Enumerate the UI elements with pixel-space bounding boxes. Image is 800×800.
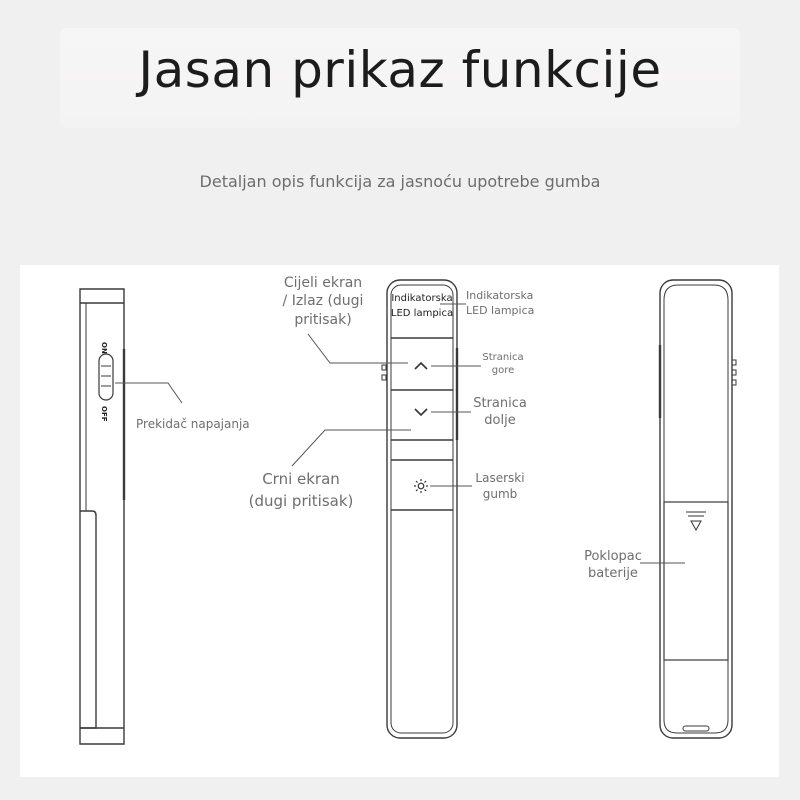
indicator-inner-line2: LED lampica [390,308,454,319]
back-body-outline [660,280,732,738]
page-up-label-line2: gore [491,365,515,376]
chevron-down-icon [415,409,427,415]
indicator-label-line1: Indikatorska [466,289,534,302]
battery-cover-label-line2: baterije [588,566,638,581]
laser-label-line1: Laserski [475,471,525,485]
battery-cover[interactable] [664,502,728,660]
switch-on-label: ON [100,342,108,354]
lanyard-slot [683,726,709,731]
back-upper-panel [664,285,728,502]
battery-cover-label-line1: Poklopac [584,549,642,564]
fullscreen-label-line3: pritisak) [294,312,352,328]
fullscreen-label-line2: / Izlaz (dugi [282,293,364,309]
black-screen-label-line1: Crni ekran [262,470,340,488]
switch-off-label: OFF [100,406,108,422]
front-view [382,280,457,738]
side-view [80,289,124,744]
indicator-inner-line1: Indikatorska [391,293,453,304]
front-side-mark [382,375,386,380]
chevron-up-icon [415,363,427,369]
laser-sun-icon [414,479,428,493]
page-up-label-line1: Stranica [482,352,524,363]
fullscreen-label-line1: Cijeli ekran [283,275,363,291]
page-subtitle: Detaljan opis funkcija za jasnoću upotrebe gumba [199,172,601,191]
front-side-mark [382,365,386,370]
power-switch-label: Prekidač napajanja [136,417,250,431]
back-lower-panel [664,660,728,733]
page-up-button[interactable] [415,363,427,369]
laser-label-line2: gumb [482,487,518,501]
back-view [660,280,736,738]
front-inner-outline [391,285,453,733]
laser-button[interactable] [414,479,428,493]
side-lower-section [80,511,96,728]
front-body-outline [387,280,457,738]
page-down-label-line2: dolje [484,413,516,428]
power-switch-icon[interactable] [99,354,113,400]
page-down-label-line1: Stranica [473,396,527,411]
black-screen-label-line2: (dugi pritisak) [248,492,354,510]
page-down-button[interactable] [415,409,427,415]
indicator-label-line2: LED lampica [466,304,535,317]
page-title: Jasan prikaz funkcije [138,41,662,99]
side-body-outline [80,289,124,744]
battery-release-arrow-icon [686,512,706,530]
